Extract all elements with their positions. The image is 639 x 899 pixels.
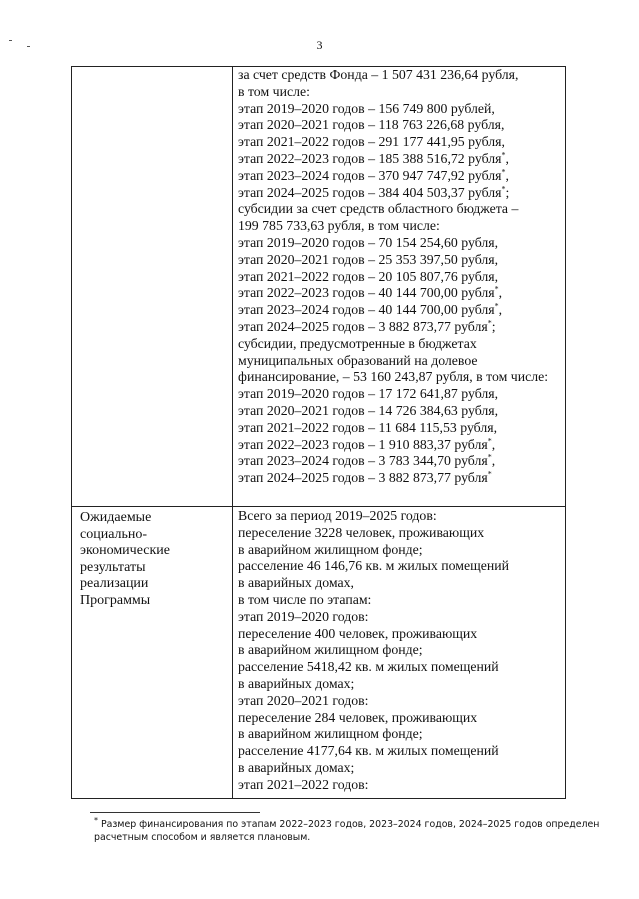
results-line: в аварийных домах, [238,575,354,591]
row-heading-line: результаты [80,559,146,575]
financing-line [238,235,564,252]
program-table [71,66,566,799]
results-line: переселение 3228 человек, проживающих [238,524,485,540]
results-line: в аварийном жилищном фонде; [238,726,423,742]
financing-line [238,67,564,84]
results-line: этап 2019–2020 годов: [238,608,369,624]
financing-line [238,319,564,336]
financing-line [238,84,564,101]
financing-line-text: за счет средств Фонда – 1 507 431 236,64 рубля, [238,67,519,82]
financing-line-text: этап 2021–2022 годов – 20 105 807,76 рубля, [238,268,499,284]
financing-line [238,201,564,218]
financing-line [238,302,564,319]
row-heading-line: реализации [80,576,149,592]
financing-line-text: этап 2023–2024 годов – 3 783 344,70 рубля [238,453,488,469]
financing-line-text: этап 2023–2024 годов – 370 947 747,92 рубля [238,167,502,183]
financing-line-text: 199 785 733,63 рубля, в том числе: [238,218,440,234]
financing-line-text: этап 2019–2020 годов – 70 154 254,60 рубля, [238,234,499,250]
results-line: расселение 46 146,76 кв. м жилых помещений [238,558,510,574]
footnote-reference: * [487,318,492,328]
financing-line [238,420,564,437]
financing-line-text: этап 2020–2021 годов – 25 353 397,50 рубля, [238,251,499,267]
row-heading-line: экономические [80,543,171,559]
footnote-reference: * [501,183,506,193]
financing-line [238,386,564,403]
financing-line-text: этап 2019–2020 годов – 156 749 800 рублей, [238,100,495,116]
expected-results-cell [238,508,564,794]
results-line: переселение 284 человек, проживающих [238,709,478,725]
row-heading-line: Ожидаемые [80,510,152,525]
financing-line [238,252,564,269]
row-divider [72,506,565,507]
financing-line [238,285,564,302]
footnote-reference: * [494,284,499,294]
footnote-text-line2: расчетным способом и является плановым. [94,832,311,843]
row-heading-line: Программы [80,592,151,608]
results-line: этап 2020–2021 годов: [238,692,369,708]
financing-line-text: этап 2024–2025 годов – 384 404 503,37 рубля [238,184,502,200]
footnote-rule [90,812,260,813]
footnote-reference: * [494,301,499,311]
financing-line-text: субсидии за счет средств областного бюджета – [238,201,519,217]
footnote-reference: * [501,167,506,177]
financing-line-punctuation: ; [505,184,510,200]
row-heading-line: социально- [80,526,148,542]
financing-line-text: этап 2019–2020 годов – 17 172 641,87 рубля, [238,386,499,402]
financing-line-text: этап 2022–2023 годов – 1 910 883,37 рубля [238,436,488,452]
financing-line [238,403,564,420]
footnote-reference: * [487,452,492,462]
expected-results-label-cell [80,510,230,610]
financing-line-text: этап 2020–2021 годов – 14 726 384,63 рубля, [238,402,499,418]
financing-line [238,218,564,235]
financing-line-text: этап 2020–2021 годов – 118 763 226,68 рубля, [238,117,505,133]
results-line: расселение 4177,64 кв. м жилых помещений [238,743,499,759]
financing-line [238,453,564,470]
results-line: в аварийном жилищном фонде; [238,642,423,658]
financing-line-punctuation: , [505,150,509,166]
financing-line [238,101,564,118]
financing-line [238,151,564,168]
financing-line [238,336,564,353]
financing-line-punctuation: , [498,302,503,318]
financing-line-text: этап 2022–2023 годов – 185 388 516,72 рубля [238,150,502,166]
financing-line [238,369,564,386]
financing-line-punctuation: , [498,285,503,301]
financing-line-text: муниципальных образований на долевое [238,352,478,368]
financing-line [238,269,564,286]
financing-line-text: субсидии, предусмотренные в бюджетах [238,335,477,351]
footnote-text-line1: Размер финансирования по этапам 2022–2023 годов, 2023–2024 годов, 2024–2025 годов определен [100,819,600,830]
footnote-reference: * [487,435,492,445]
page-number: 3 [316,38,323,52]
financing-line [238,117,564,134]
financing-line-punctuation: , [491,453,496,469]
financing-line-text: этап 2022–2023 годов – 40 144 700,00 рубля [238,285,495,301]
financing-line [238,168,564,185]
results-line: в аварийном жилищном фонде; [238,541,423,557]
results-line: в том числе по этапам: [238,591,372,607]
results-line: переселение 400 человек, проживающих [238,625,478,641]
financing-line-text: этап 2021–2022 годов – 291 177 441,95 рубля, [238,134,505,150]
financing-line [238,437,564,454]
financing-cell [238,67,564,487]
results-line: расселение 5418,42 кв. м жилых помещений [238,659,499,675]
footnote-reference: * [501,150,506,160]
footnote-marker: * [94,815,98,825]
footnote-reference: * [487,469,492,479]
financing-line [238,353,564,370]
financing-line-text: в том числе: [238,83,310,99]
financing-line-punctuation: , [505,167,509,183]
financing-line-punctuation: ; [491,318,496,334]
results-line: этап 2021–2022 годов: [238,776,369,792]
column-divider [232,67,233,798]
results-line: Всего за период 2019–2025 годов: [238,508,437,523]
financing-line-text: этап 2021–2022 годов – 11 684 115,53 рубля, [238,419,498,435]
financing-line [238,470,564,487]
results-line: в аварийных домах; [238,675,355,691]
financing-line-text: этап 2024–2025 годов – 3 882 873,77 рубля [238,318,488,334]
financing-line-text: этап 2023–2024 годов – 40 144 700,00 рубля [238,302,495,318]
financing-line-punctuation: , [491,436,496,452]
financing-line [238,185,564,202]
footnote [94,815,639,844]
financing-line-text: этап 2024–2025 годов – 3 882 873,77 рубля [238,470,488,486]
results-line: в аварийных домах; [238,759,355,775]
financing-line-text: финансирование, – 53 160 243,87 рубля, в том числе: [238,369,549,385]
financing-line [238,134,564,151]
